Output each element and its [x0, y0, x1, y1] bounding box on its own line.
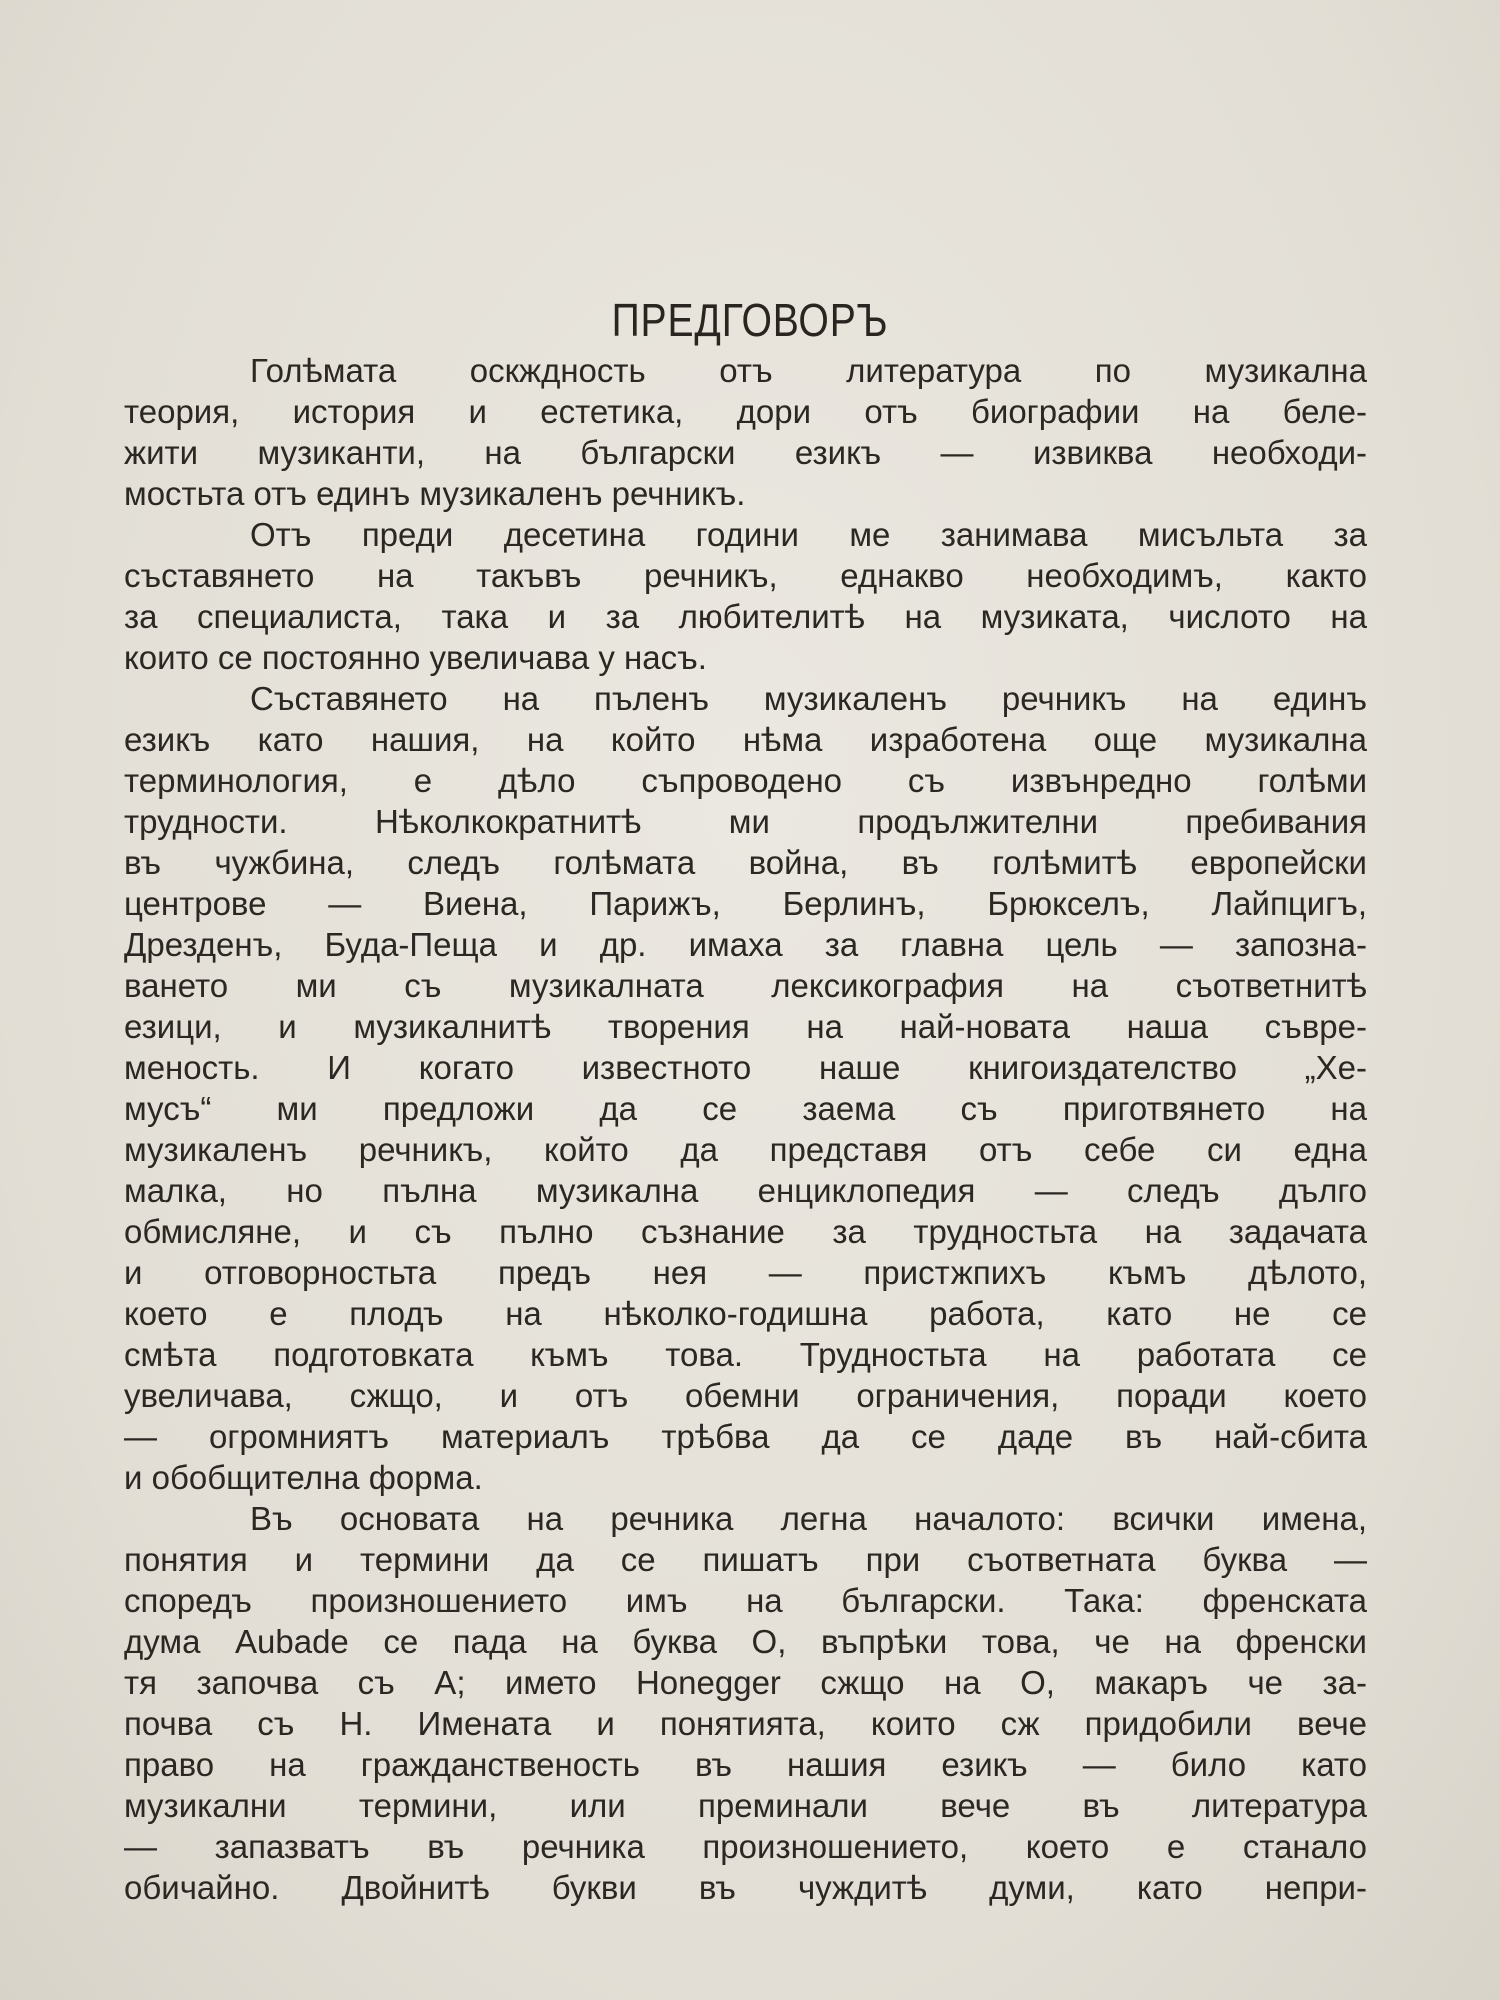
text-line: и обобщителна форма. [124, 1459, 483, 1496]
text-line: тя започва съ A; името Honegger сжщо на О, макаръ че за- [124, 1664, 1367, 1701]
text-line: Въ основата на речника легна началото: всички имена, [250, 1500, 1367, 1537]
text-line: музикални термини, или преминали вече въ литература [124, 1787, 1367, 1824]
text-line: което е плодъ на нѣколко-годишна работа, като не се [124, 1295, 1367, 1332]
text-line: Съставянето на пъленъ музикаленъ речникъ на единъ [250, 680, 1367, 717]
text-line: Отъ преди десетина години ме занимава мисъльта за [250, 516, 1367, 553]
preface-body [124, 350, 1367, 1908]
text-line: — запазватъ въ речника произношението, което е станало [124, 1828, 1367, 1865]
paragraph [124, 678, 1367, 1498]
text-line: Дрезденъ, Буда-Пеща и др. имаха за главна цель — запозна- [124, 926, 1367, 963]
text-line: трудности. Нѣколкократнитѣ ми продължителни пребивания [124, 803, 1367, 840]
text-line: Голѣмата оскждность отъ литература по музикална [250, 352, 1367, 389]
text-line: понятия и термини да се пишатъ при съответната буква — [124, 1541, 1367, 1578]
page-title: ПРЕДГОВОРЪ [611, 293, 889, 346]
text-line: почва съ Н. Имената и понятията, които сж придобили вече [124, 1705, 1367, 1742]
text-line: за специалиста, така и за любителитѣ на музиката, числото на [124, 598, 1367, 635]
paragraph [124, 1498, 1367, 1908]
text-line: теория, история и естетика, дори отъ биографии на беле- [124, 393, 1367, 430]
text-line: центрове — Виена, Парижъ, Берлинъ, Брюкселъ, Лайпцигъ, [124, 885, 1367, 922]
text-line: обмисляне, и съ пълно съзнание за трудностьта на задачата [124, 1213, 1367, 1250]
text-line: смѣта подготовката къмъ това. Трудностьта на работата се [124, 1336, 1367, 1373]
text-line: право на гражданственость въ нашия езикъ — било като [124, 1746, 1367, 1783]
paragraph [124, 350, 1367, 514]
text-line: меность. И когато известното наше книгоиздателство „Хе- [124, 1049, 1367, 1086]
text-line: музикаленъ речникъ, който да представя отъ себе си една [124, 1131, 1367, 1168]
text-line: и отговорностьта предъ нея — пристжпихъ къмъ дѣлото, [124, 1254, 1367, 1291]
text-line: езикъ като нашия, на който нѣма изработена още музикална [124, 721, 1367, 758]
text-line: езици, и музикалнитѣ творения на най-новата наша съвре- [124, 1008, 1367, 1045]
text-line: дума Aubade се пада на буква О, въпрѣки това, че на френски [124, 1623, 1367, 1660]
text-line: ването ми съ музикалната лексикография на съответнитѣ [124, 967, 1367, 1004]
text-line: които се постоянно увеличава у насъ. [124, 639, 707, 676]
text-line: — огромниятъ материалъ трѣбва да се даде въ най-сбита [124, 1418, 1367, 1455]
text-line: съставянето на такъвъ речникъ, еднакво необходимъ, както [124, 557, 1367, 594]
text-line: въ чужбина, следъ голѣмата война, въ голѣмитѣ европейски [124, 844, 1367, 881]
paragraph [124, 514, 1367, 678]
text-line: мусъ“ ми предложи да се заема съ приготвянето на [124, 1090, 1367, 1127]
text-line: жити музиканти, на български езикъ — извиква необходи- [124, 434, 1367, 471]
text-line: споредъ произношението имъ на български. Така: френската [124, 1582, 1367, 1619]
text-line: обичайно. Двойнитѣ букви въ чуждитѣ думи, като непри- [124, 1869, 1367, 1906]
text-line: увеличава, сжщо, и отъ обемни ограничения, поради което [124, 1377, 1367, 1414]
text-line: терминология, е дѣло съпроводено съ извънредно голѣми [124, 762, 1367, 799]
text-line: малка, но пълна музикална енциклопедия — следъ дълго [124, 1172, 1367, 1209]
text-line: мостьта отъ единъ музикаленъ речникъ. [124, 475, 746, 512]
